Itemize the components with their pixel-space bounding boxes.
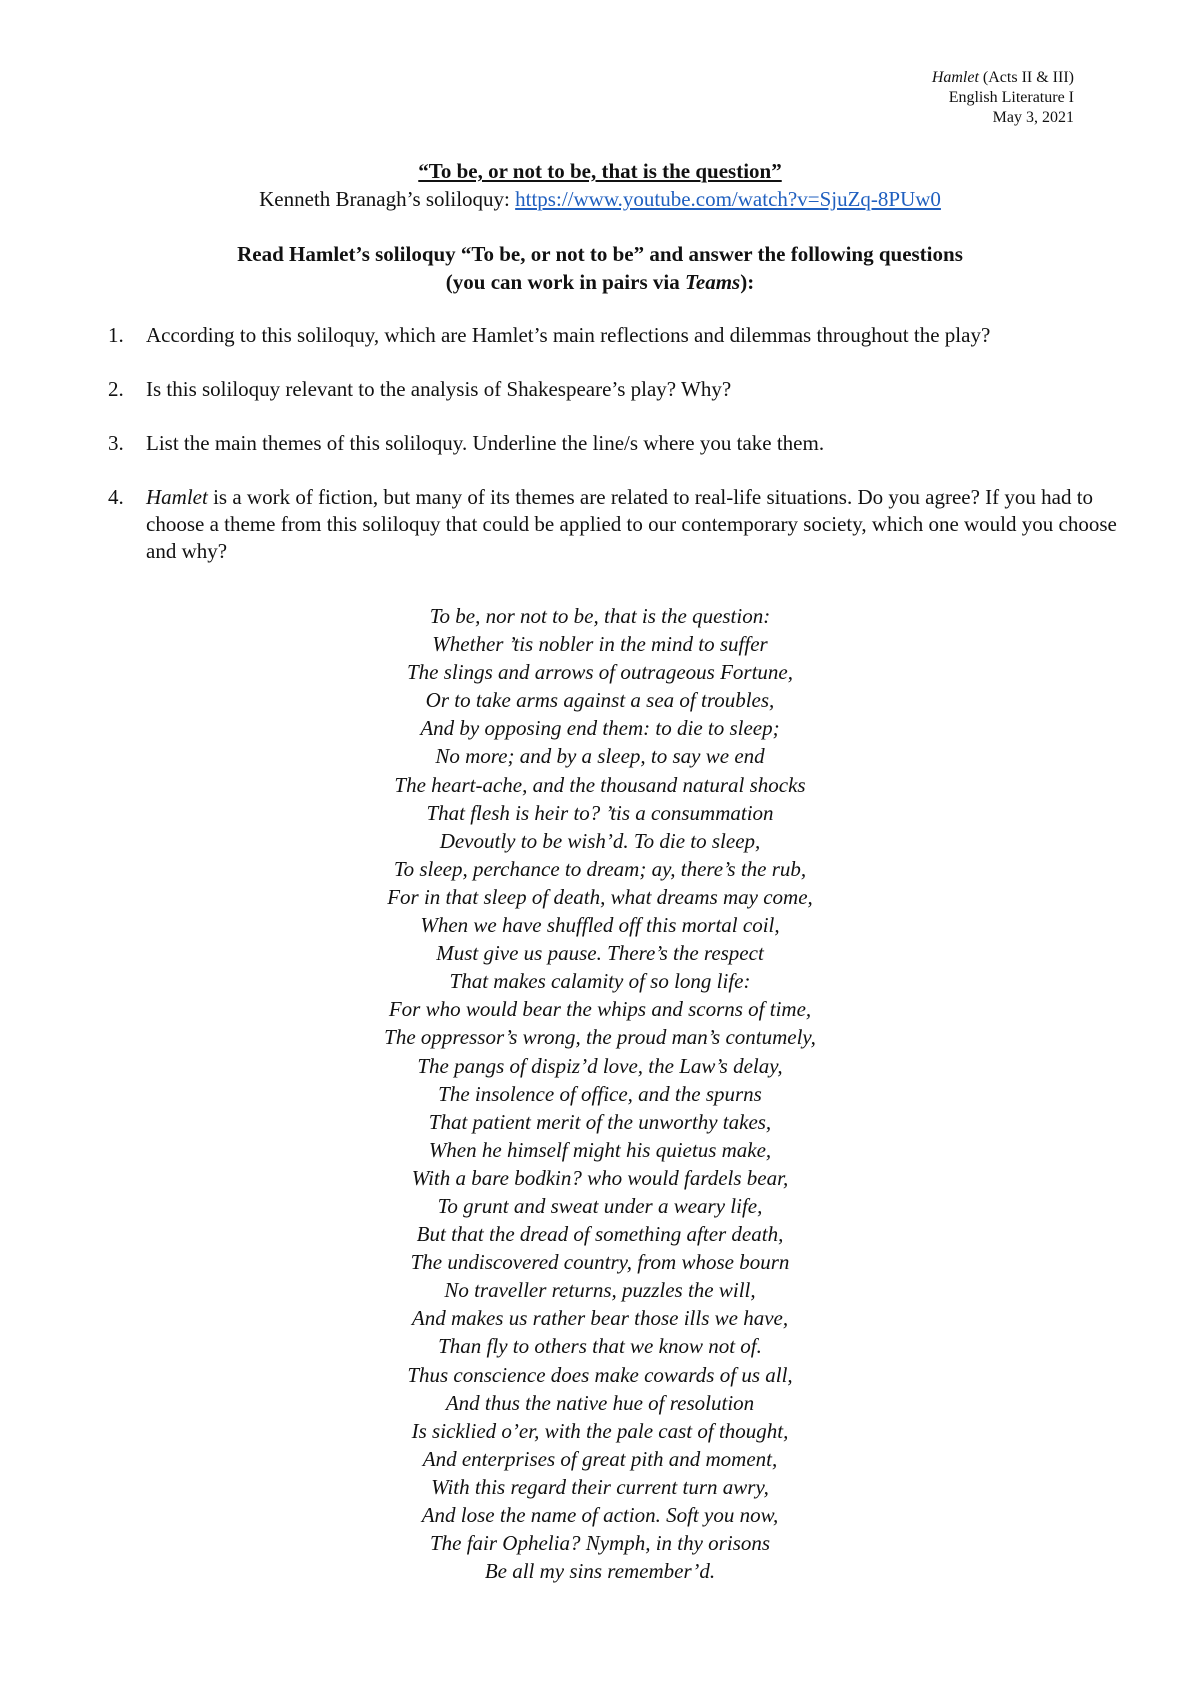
poem-line: When we have shuffled off this mortal coil, (420, 913, 780, 938)
question-item (108, 484, 1138, 565)
question-text: Is this soliloquy relevant to the analysis of Shakespeare’s play? Why? (146, 377, 732, 401)
instructions-teams: Teams (684, 270, 741, 294)
document-header (932, 68, 1074, 128)
poem-line: And makes us rather bear those ills we have, (411, 1306, 789, 1331)
poem-line: The insolence of office, and the spurns (438, 1081, 762, 1106)
poem-line: Than fly to others that we know not of. (438, 1334, 762, 1359)
poem-line: With this regard their current turn awry, (431, 1474, 769, 1499)
question-item (108, 376, 1138, 403)
title-block (0, 157, 1200, 213)
poem-line: That flesh is heir to? ’tis a consummation (426, 800, 774, 825)
poem-line: That makes calamity of so long life: (449, 969, 751, 994)
course-title-rest: (Acts II & III) (978, 69, 1074, 86)
question-number: 4. (108, 485, 124, 509)
poem-line: The fair Ophelia? Nymph, in thy orisons (429, 1531, 771, 1556)
video-link[interactable]: https://www.youtube.com/watch?v=SjuZq-8PUw0 (515, 187, 941, 211)
question-number: 3. (108, 431, 124, 455)
question-italic-lead: Hamlet (146, 485, 208, 509)
soliloquy-text (0, 602, 1200, 1585)
instructions-line-2-suffix: ): (740, 270, 755, 294)
question-number: 2. (108, 377, 124, 401)
instructions-line-1: Read Hamlet’s soliloquy “To be, or not to be” and answer the following questions (237, 242, 963, 266)
instructions-line-2 (0, 268, 1200, 296)
poem-line: With a bare bodkin? who would fardels bear, (411, 1165, 789, 1190)
poem-line: And by opposing end them: to die to sleep; (420, 716, 780, 741)
poem-line: To grunt and sweat under a weary life, (437, 1193, 763, 1218)
question-list (108, 322, 1138, 592)
poem-line: Whether ’tis nobler in the mind to suffer (432, 632, 768, 657)
course-title-italic: Hamlet (931, 69, 979, 86)
main-title: “To be, or not to be, that is the question” (418, 159, 782, 183)
course-name: English Literature I (948, 89, 1074, 106)
document-date: May 3, 2021 (992, 109, 1074, 126)
poem-line: And lose the name of action. Soft you now, (421, 1503, 779, 1527)
question-number: 1. (108, 323, 124, 347)
poem-line: The pangs of dispiz’d love, the Law’s delay, (417, 1053, 783, 1078)
poem-line: But that the dread of something after death, (416, 1222, 784, 1247)
poem-line: No traveller returns, puzzles the will, (444, 1278, 756, 1303)
poem-line: The slings and arrows of outrageous Fortune, (407, 660, 793, 685)
subtitle (0, 185, 1200, 213)
poem-line: To be, nor not to be, that is the question: (429, 604, 771, 628)
question-text (146, 484, 1138, 565)
poem-line: For who would bear the whips and scorns of time, (388, 997, 812, 1022)
course-title (932, 68, 1074, 88)
poem-line: No more; and by a sleep, to say we end (435, 744, 765, 769)
poem-line: To sleep, perchance to dream; ay, there’s the rub, (393, 856, 807, 881)
poem-line: Or to take arms against a sea of troubles, (425, 688, 775, 713)
poem-line: The oppressor’s wrong, the proud man’s contumely, (384, 1025, 816, 1050)
question-text: List the main themes of this soliloquy. Underline the line/s where you take them. (146, 431, 825, 455)
poem-line: Thus conscience does make cowards of us all, (407, 1362, 793, 1387)
poem-line: And enterprises of great pith and moment, (422, 1446, 778, 1471)
poem-line: Is sicklied o’er, with the pale cast of thought, (411, 1418, 789, 1443)
instructions-line-2-prefix: (you can work in pairs via (445, 270, 685, 294)
poem-line: When he himself might his quietus make, (428, 1137, 772, 1162)
question-item (108, 430, 1138, 457)
poem-line: The undiscovered country, from whose bourn (410, 1250, 790, 1275)
question-text-rest: is a work of fiction, but many of its themes are related to real-life situations. Do you agree? If you had to choose a theme from this soliloquy that could be applied to our contemporary society, which one would you choose and why? (146, 485, 1117, 563)
question-text: According to this soliloquy, which are Hamlet’s main reflections and dilemmas throughout the play? (146, 323, 991, 347)
poem-line: The heart-ache, and the thousand natural shocks (394, 772, 806, 797)
poem-line: That patient merit of the unworthy takes, (428, 1109, 772, 1134)
poem-line: Devoutly to be wish’d. To die to sleep, (439, 828, 761, 853)
poem-line: Must give us pause. There’s the respect (436, 941, 764, 966)
question-item (108, 322, 1138, 349)
poem-line: And thus the native hue of resolution (445, 1390, 755, 1415)
subtitle-prefix: Kenneth Branagh’s soliloquy: (259, 187, 516, 211)
poem-line: Be all my sins remember’d. (484, 1559, 716, 1584)
instructions (0, 240, 1200, 296)
poem-line: For in that sleep of death, what dreams may come, (387, 884, 813, 909)
